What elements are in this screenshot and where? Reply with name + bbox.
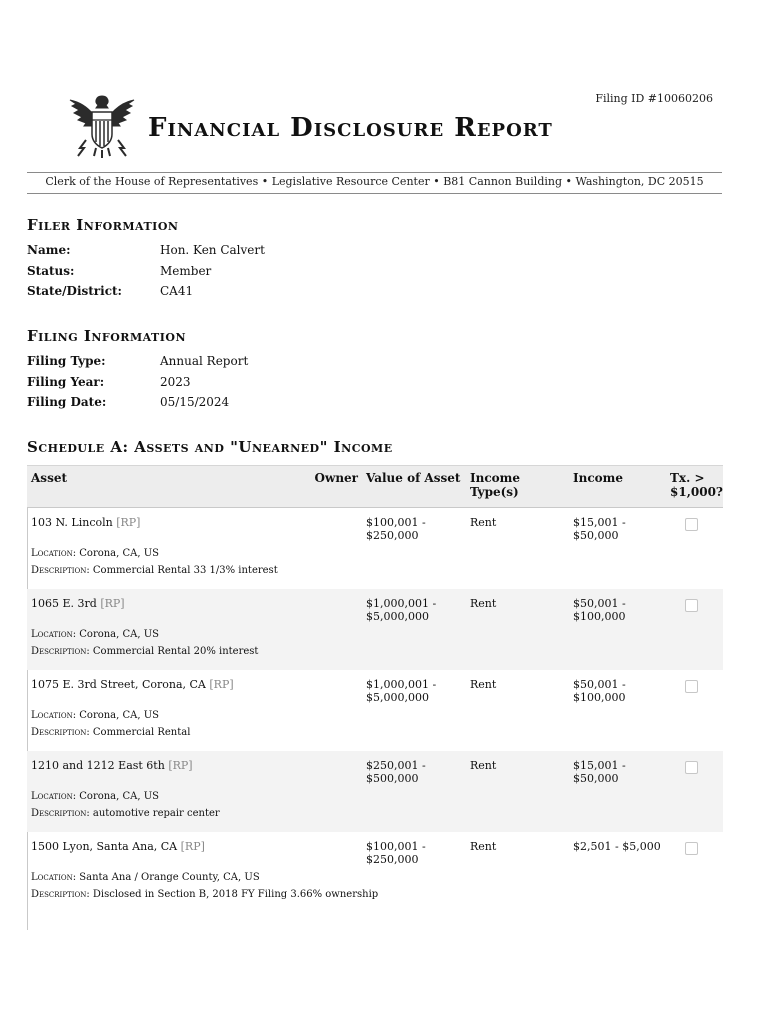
location-label: Location: [31, 791, 77, 802]
filing-date-row [27, 395, 527, 413]
table-row-details [27, 624, 723, 670]
asset-name: 1500 Lyon, Santa Ana, CA [31, 840, 178, 853]
col-header-tx [666, 466, 723, 508]
value-cell [362, 589, 466, 624]
value-cell [362, 832, 466, 867]
tx-cell [666, 751, 723, 786]
description-label: Description: [31, 889, 90, 900]
income-type-cell: Rent [470, 516, 497, 529]
tx-cell [666, 589, 723, 624]
filing-type-value: Annual Report [160, 354, 249, 368]
tx-cell [666, 832, 723, 867]
location-label: Location: [31, 548, 77, 559]
filing-year-value: 2023 [160, 375, 191, 389]
location-label: Location: [31, 710, 77, 721]
filer-state-district-row [27, 284, 527, 302]
owner-cell [251, 508, 362, 544]
filer-name-row [27, 243, 527, 261]
asset-type-tag: [RP] [180, 840, 205, 853]
asset-type-tag: [RP] [116, 516, 141, 529]
description-label: Description: [31, 808, 90, 819]
income-type-cell: Rent [470, 840, 497, 853]
value-line1: $100,001 - [366, 516, 426, 529]
col-header-asset: Asset [27, 466, 251, 508]
tx-checkbox[interactable] [685, 518, 698, 531]
asset-details [27, 543, 723, 589]
asset-type-tag: [RP] [209, 678, 234, 691]
table-row-details [27, 867, 723, 913]
filer-name-label: Name: [27, 243, 71, 257]
house-seal-eagle-icon [66, 90, 138, 160]
income-line1: $2,501 - $5,000 [573, 840, 661, 853]
income-type-cell: Rent [466, 589, 569, 624]
income-cell [569, 751, 666, 786]
filer-state-district-label: State/District: [27, 284, 122, 298]
income-line2: $100,000 [573, 691, 626, 704]
value-line1: $1,000,001 - [366, 678, 437, 691]
schedule-a-table [27, 465, 723, 913]
value-cell [362, 670, 466, 705]
value-cell [362, 508, 466, 544]
value-line2: $5,000,000 [366, 610, 429, 623]
schedule-a-heading: Schedule A: Assets and "Unearned" Income [27, 438, 393, 456]
location-value: Santa Ana / Orange County, CA, US [79, 872, 260, 883]
filer-status-row [27, 264, 527, 282]
value-cell [362, 751, 466, 786]
col-header-tx-line2: $1,000? [670, 485, 723, 499]
filing-type-label: Filing Type: [27, 354, 106, 368]
income-type-cell: Rent [470, 678, 497, 691]
table-row [27, 751, 723, 786]
asset-cell [27, 670, 251, 705]
tx-checkbox[interactable] [685, 599, 698, 612]
location-value: Corona, CA, US [79, 629, 160, 640]
col-header-owner: Owner [251, 466, 362, 508]
income-cell [569, 670, 666, 705]
location-value: Corona, CA, US [79, 791, 160, 802]
table-row [27, 832, 723, 867]
asset-name: 1065 E. 3rd [31, 597, 97, 610]
value-line2: $5,000,000 [366, 691, 429, 704]
location-label: Location: [31, 629, 77, 640]
description-value: automotive repair center [92, 808, 220, 819]
filing-type-row [27, 354, 527, 372]
owner-cell [251, 589, 362, 624]
tx-cell [666, 508, 723, 544]
filing-id: Filing ID #10060206 [595, 92, 713, 105]
asset-type-tag: [RP] [168, 759, 193, 772]
income-line2: $100,000 [573, 610, 626, 623]
location-value: Corona, CA, US [79, 710, 160, 721]
table-row-details [27, 786, 723, 832]
location-label: Location: [31, 872, 77, 883]
table-header-row [27, 466, 723, 508]
description-label: Description: [31, 646, 90, 657]
description-label: Description: [31, 565, 90, 576]
asset-details [27, 624, 723, 670]
col-header-income-type: Income Type(s) [466, 466, 569, 508]
filer-name-value: Hon. Ken Calvert [160, 243, 265, 257]
location-value: Corona, CA, US [79, 548, 160, 559]
value-line2: $500,000 [366, 772, 419, 785]
description-value: Disclosed in Section B, 2018 FY Filing 3.66% ownership [92, 889, 379, 900]
asset-name: 1075 E. 3rd Street, Corona, CA [31, 678, 206, 691]
col-header-value: Value of Asset [362, 466, 466, 508]
tx-checkbox[interactable] [685, 680, 698, 693]
table-row [27, 508, 723, 544]
tx-checkbox[interactable] [685, 842, 698, 855]
filing-information-heading: Filing Information [27, 327, 187, 345]
income-line1: $50,001 - [573, 597, 626, 610]
asset-name: 103 N. Lincoln [31, 516, 113, 529]
filing-year-row [27, 375, 527, 393]
asset-details [27, 867, 723, 913]
table-row [27, 589, 723, 624]
asset-cell [27, 832, 251, 867]
description-value: Commercial Rental 33 1/3% interest [92, 565, 278, 576]
income-cell [569, 589, 666, 624]
asset-details [27, 786, 723, 832]
header-divider-top [27, 172, 722, 173]
owner-cell [251, 832, 362, 867]
filer-state-district-value: CA41 [160, 284, 194, 298]
owner-cell [251, 751, 362, 786]
filer-status-value: Member [160, 264, 212, 278]
value-line1: $100,001 - [366, 840, 426, 853]
col-header-tx-line1: Tx. > [670, 471, 705, 485]
description-label: Description: [31, 727, 90, 738]
value-line1: $1,000,001 - [366, 597, 437, 610]
asset-name: 1210 and 1212 East 6th [31, 759, 165, 772]
filing-date-value: 05/15/2024 [160, 395, 230, 409]
description-value: Commercial Rental 20% interest [92, 646, 259, 657]
asset-cell [27, 751, 251, 786]
asset-type-tag: [RP] [100, 597, 125, 610]
asset-cell [27, 508, 251, 544]
income-line2: $50,000 [573, 772, 619, 785]
value-line2: $250,000 [366, 853, 419, 866]
filer-information-heading: Filer Information [27, 216, 179, 234]
report-title: Financial Disclosure Report [148, 113, 553, 143]
tx-cell [666, 670, 723, 705]
income-line1: $50,001 - [573, 678, 626, 691]
value-line2: $250,000 [366, 529, 419, 542]
income-type-cell: Rent [466, 751, 569, 786]
asset-cell [27, 589, 251, 624]
income-line1: $15,001 - [573, 759, 626, 772]
description-value: Commercial Rental [92, 727, 191, 738]
filing-year-label: Filing Year: [27, 375, 105, 389]
filing-date-label: Filing Date: [27, 395, 107, 409]
income-cell [569, 508, 666, 544]
filer-status-label: Status: [27, 264, 75, 278]
value-line1: $250,001 - [366, 759, 426, 772]
table-row-details [27, 543, 723, 589]
col-header-income: Income [569, 466, 666, 508]
table-row-details [27, 705, 723, 751]
header-divider-bottom [27, 193, 722, 194]
asset-details [27, 705, 723, 751]
owner-cell [251, 670, 362, 705]
income-line2: $50,000 [573, 529, 619, 542]
income-cell [569, 832, 666, 867]
clerk-address-line: Clerk of the House of Representatives • Legislative Resource Center • B81 Cannon Building • Washington, DC 20515 [45, 175, 704, 188]
tx-checkbox[interactable] [685, 761, 698, 774]
table-row [27, 670, 723, 705]
income-line1: $15,001 - [573, 516, 626, 529]
